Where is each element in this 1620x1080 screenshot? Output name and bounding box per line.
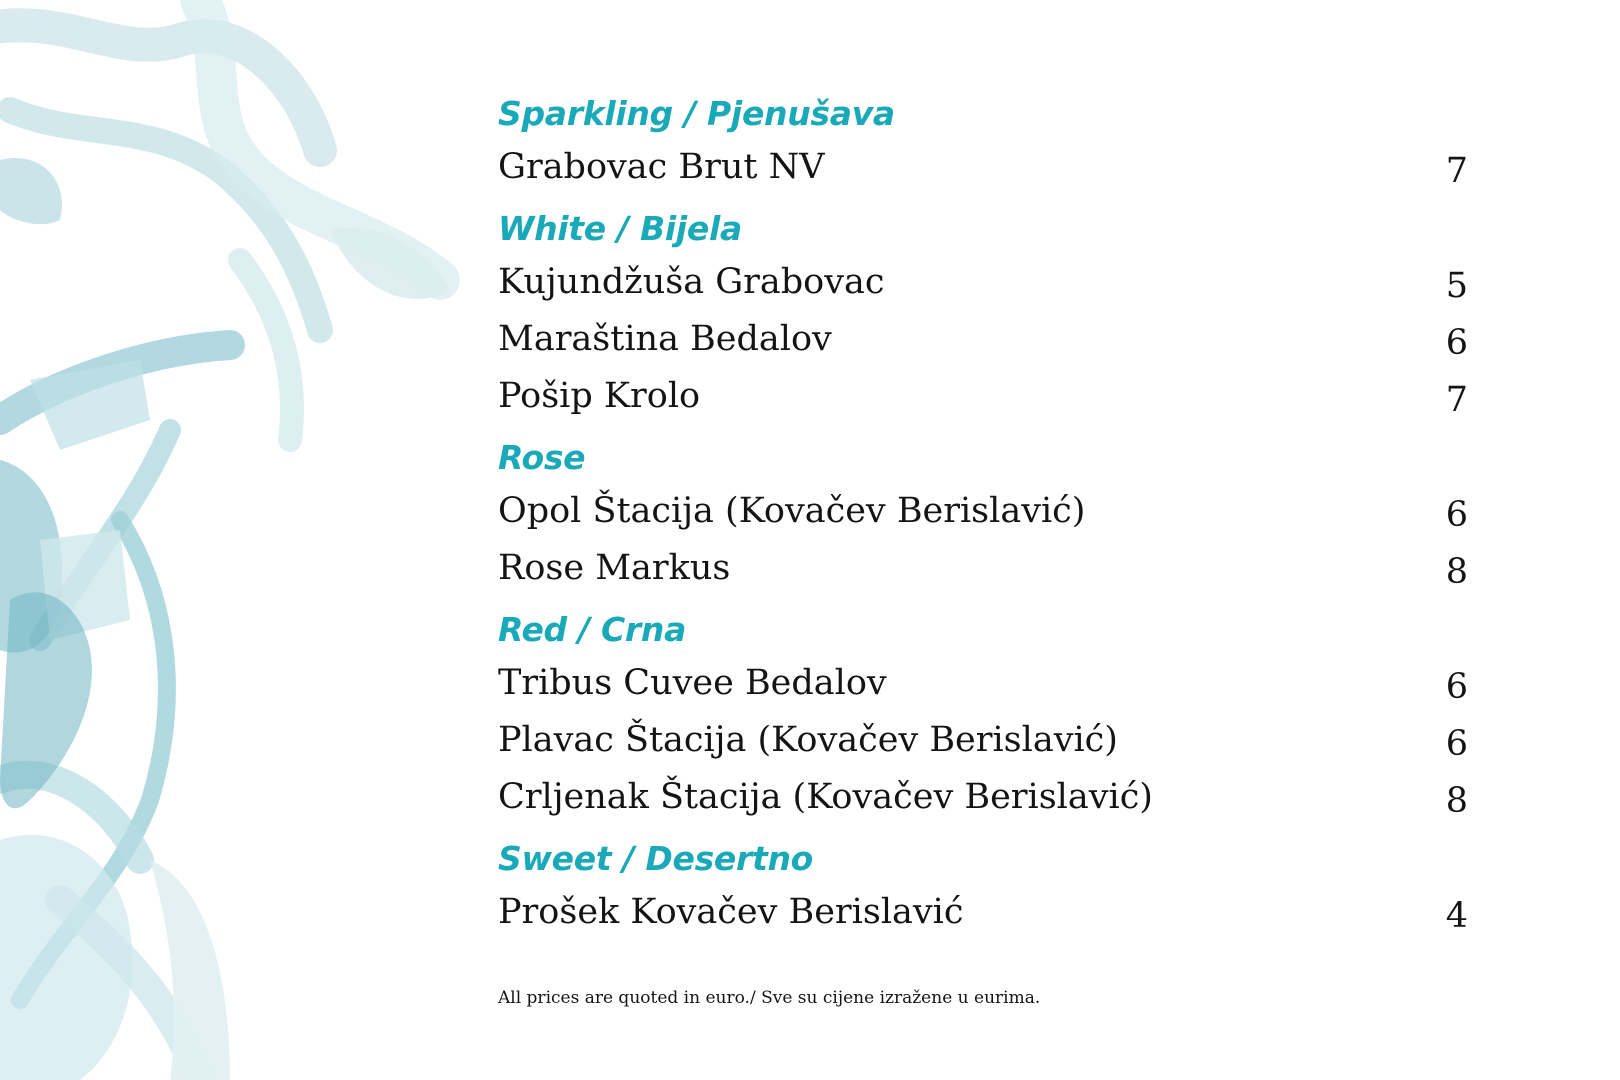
section-title: White / Bijela [498,209,742,248]
wine-item [498,887,1468,944]
wine-price: 6 [1445,495,1468,535]
section-title: Sweet / Desertno [498,839,814,878]
section-title: Sparkling / Pjenušava [498,94,895,133]
section-title: Red / Crna [498,610,687,649]
section-white [498,207,1468,428]
wine-price: 7 [1445,380,1468,420]
wine-item [498,543,1468,600]
wine-list [498,92,1468,952]
wine-price: 8 [1445,552,1468,592]
wine-name: Tribus Cuvee Bedalov [498,663,887,703]
wine-name: Rose Markus [498,548,731,588]
wine-name: Crljenak Štacija (Kovačev Berislavić) [498,777,1153,817]
section-red [498,608,1468,829]
wine-item [498,257,1468,314]
wine-price: 7 [1445,151,1468,191]
wine-name: Plavac Štacija (Kovačev Berislavić) [498,720,1118,760]
wine-name: Kujundžuša Grabovac [498,262,885,302]
wine-price: 6 [1445,323,1468,363]
wine-name: Pošip Krolo [498,376,701,416]
wine-name: Maraština Bedalov [498,319,832,359]
wine-item [498,658,1468,715]
wine-name: Opol Štacija (Kovačev Berislavić) [498,491,1086,531]
wine-price: 8 [1445,781,1468,821]
wine-item [498,715,1468,772]
wine-name: Prošek Kovačev Berislavić [498,892,964,932]
section-rose [498,436,1468,600]
wine-item [498,772,1468,829]
wine-item [498,314,1468,371]
section-sparkling [498,92,1468,199]
wine-price: 5 [1445,266,1468,306]
wine-item [498,142,1468,199]
price-currency-note: All prices are quoted in euro./ Sve su cijene izražene u eurima. [498,988,1041,1008]
wine-item [498,371,1468,428]
section-title: Rose [498,438,586,477]
section-sweet [498,837,1468,944]
wine-name: Grabovac Brut NV [498,147,825,187]
wine-price: 4 [1445,896,1468,936]
wine-item [498,486,1468,543]
watercolor-leaves-decoration [0,0,460,1080]
wine-price: 6 [1445,724,1468,764]
wine-price: 6 [1445,667,1468,707]
